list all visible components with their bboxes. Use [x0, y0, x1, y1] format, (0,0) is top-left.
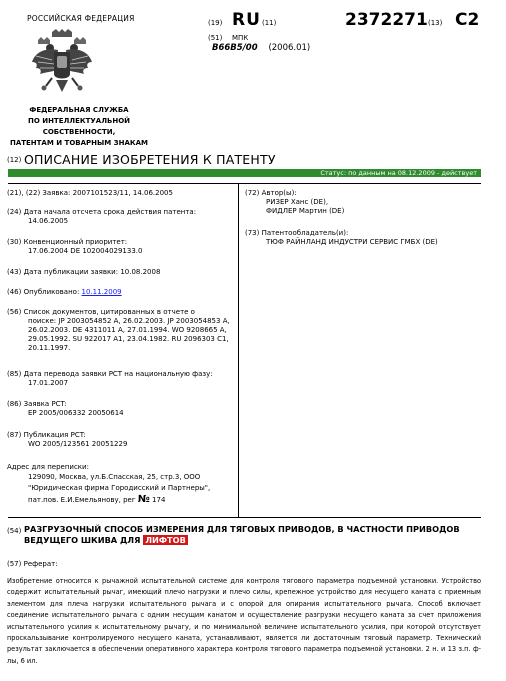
- application-info: (21), (22) Заявка: 2007101523/11, 14.06.2005: [7, 189, 173, 197]
- address-label: Адрес для переписки:: [7, 463, 89, 471]
- published-label: (46) Опубликовано:: [7, 288, 80, 296]
- abstract-text: Изобретение относится к рычажной испытательной системе для контроля тягового параметра подъемной установки. Устройство содержит испытательный рычаг, имеющий плечо нагрузки и плечо силы, крепежное устройство для несущего каната с приемным элементом для плеча нагрузки испытательного рычага и с опорой для опирания испытательного рычага. Способ включает соединение испытательного рычага с одним несущим канатом и осуществление разгрузки несущего каната за счет приложения испытательного усилия к испытательному рычагу, и по минимальной величине испытательного усилия, при которой отсутствует проскальзывание контролируемого несущего каната, устанавливают, является ли достаточным тяговый параметр. Технический результат заключается в обеспечении оперативного характера контроля тягового параметра подъемной установки. 2 н. и 13 з.п. ф-лы, 6 ил.: [7, 577, 481, 665]
- priority-block: [7, 238, 233, 256]
- document-title: ОПИСАНИЕ ИЗОБРЕТЕНИЯ К ПАТЕНТУ: [24, 152, 276, 167]
- pct-application-value: EP 2005/006332 20050614: [28, 409, 124, 417]
- patent-holder-block: [245, 229, 477, 247]
- address-line: "Юридическая фирма Городисский и Партнеры",: [28, 484, 211, 492]
- registration-sign: №: [137, 494, 150, 505]
- ipc-class: B66B5/00: [212, 43, 258, 53]
- holder-name: ТЮФ РАЙНЛАНД ИНДУСТРИ СЕРВИС ГМБХ (DE): [266, 238, 438, 246]
- inid-code-19: (19): [208, 19, 223, 27]
- service-line: ПАТЕНТАМ И ТОВАРНЫМ ЗНАКАМ: [9, 139, 149, 147]
- cited-line: 20.11.1997.: [28, 344, 71, 352]
- priority-value: 17.06.2004 DE 102004029133.0: [28, 247, 143, 255]
- invention-title: [24, 524, 474, 546]
- country-code: RU: [232, 10, 261, 30]
- column-divider: [238, 183, 239, 517]
- patent-office-name: [6, 105, 152, 149]
- author-name: РИЗЕР Ханс (DE),: [266, 198, 329, 206]
- application-publication-date: (43) Дата публикации заявки: 10.08.2008: [7, 268, 161, 276]
- country-federation-label: РОССИЙСКАЯ ФЕДЕРАЦИЯ: [27, 14, 135, 23]
- pct-national-label: (85) Дата перевода заявки PCT на национальную фазу:: [7, 370, 213, 378]
- pct-national-value: 17.01.2007: [28, 379, 69, 387]
- service-line: ФЕДЕРАЛЬНАЯ СЛУЖБА: [29, 106, 129, 114]
- priority-label: (30) Конвенционный приоритет:: [7, 238, 128, 246]
- term-start-label: (24) Дата начала отсчета срока действия патента:: [7, 208, 197, 216]
- author-name: ФИДЛЕР Мартин (DE): [266, 207, 345, 215]
- ipc-label: МПК: [232, 34, 249, 42]
- divider: [8, 183, 481, 184]
- inid-code-13: (13): [428, 19, 443, 27]
- cited-line: 29.05.1992. SU 922017 A1, 23.04.1982. RU 2096303 C1,: [28, 335, 229, 343]
- pct-publication-label: (87) Публикация PCT:: [7, 431, 86, 439]
- publication-block: [7, 288, 233, 297]
- cited-label: (56) Список документов, цитированных в отчете о: [7, 308, 195, 316]
- term-start-value: 14.06.2005: [28, 217, 69, 225]
- registration-number: 174: [152, 496, 166, 504]
- inid-code-12: (12): [7, 156, 22, 164]
- cited-documents-block: [7, 308, 233, 353]
- highlighted-term: ЛИФТОВ: [145, 535, 186, 545]
- divider: [8, 517, 481, 518]
- published-date-link[interactable]: 10.11.2009: [81, 288, 122, 296]
- correspondence-address-block: [7, 463, 233, 506]
- pct-application-block: [7, 400, 233, 418]
- address-line: 129090, Москва, ул.Б.Спасская, 25, стр.3, ООО: [28, 473, 201, 481]
- document-kind-code: C2: [455, 10, 480, 30]
- term-start-block: [7, 208, 233, 226]
- invention-title-text: РАЗГРУЗОЧНЫЙ СПОСОБ ИЗМЕРЕНИЯ ДЛЯ ТЯГОВЫХ ПРИВОДОВ, В ЧАСТНОСТИ ПРИВОДОВ ВЕДУЩЕГО ШКИВА ДЛЯ: [24, 524, 460, 545]
- cited-line: 26.02.2003. DE 4311011 A, 27.01.1994. WO 9208665 A,: [28, 326, 227, 334]
- cited-line: поиске: JP 2003054852 A, 26.02.2003. JP 2003054853 A,: [28, 317, 230, 325]
- inid-code-51: (51): [208, 34, 223, 42]
- patent-number: 2372271: [345, 10, 428, 30]
- coat-of-arms-emblem: [30, 28, 94, 100]
- authors-block: [245, 189, 477, 216]
- status-bar: Статус: по данным на 08.12.2009 - действует: [8, 169, 481, 177]
- pct-national-block: [7, 370, 233, 388]
- pct-publication-block: [7, 431, 233, 449]
- abstract-label: (57) Реферат:: [7, 560, 58, 568]
- address-line: пат.пов. Е.И.Емельянову, рег: [28, 496, 136, 504]
- service-line: ПО ИНТЕЛЛЕКТУАЛЬНОЙ СОБСТВЕННОСТИ,: [27, 117, 131, 136]
- address-line-reg: [7, 494, 233, 506]
- pct-publication-value: WO 2005/123561 20051229: [28, 440, 128, 448]
- ipc-classification: [212, 43, 310, 53]
- pct-application-label: (86) Заявка PCT:: [7, 400, 67, 408]
- authors-label: (72) Автор(ы):: [245, 189, 297, 197]
- holder-label: (73) Патентообладатель(и):: [245, 229, 349, 237]
- ipc-version: (2006.01): [268, 43, 311, 53]
- inid-code-54: (54): [7, 527, 22, 535]
- inid-code-11: (11): [262, 19, 277, 27]
